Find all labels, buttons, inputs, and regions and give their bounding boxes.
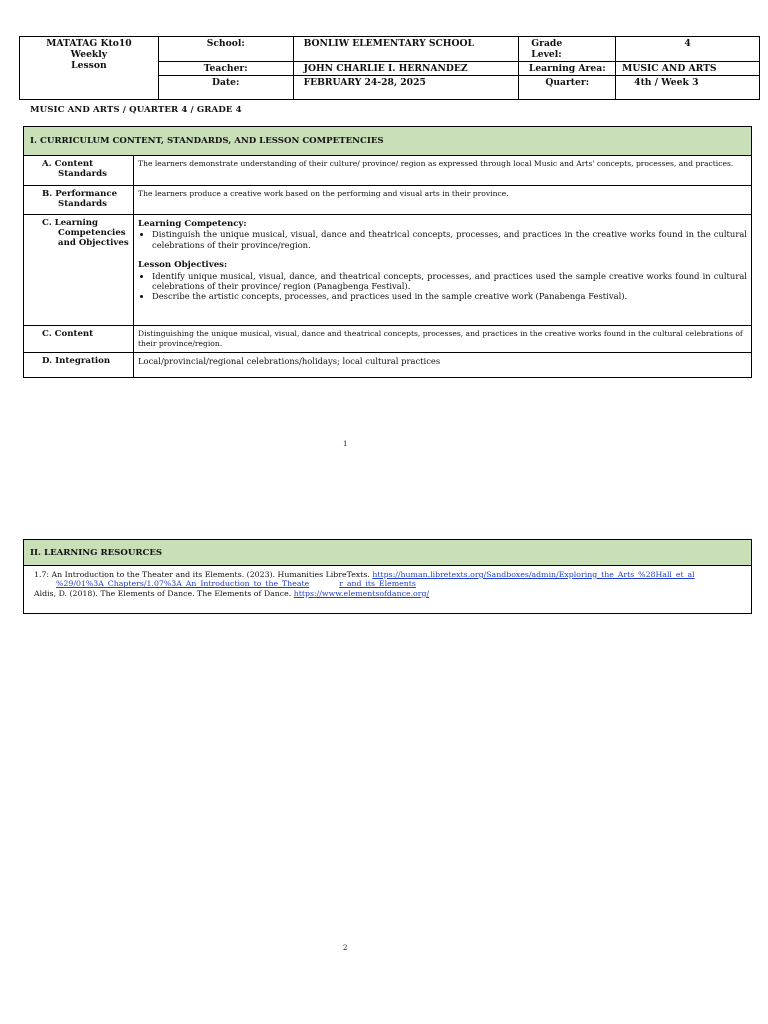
resource-link-continued bbox=[34, 579, 741, 588]
content-standards-text: The learners demonstrate understanding of their culture/ province/ region as expressed through local Music and Arts' concepts, processes, and practices. bbox=[138, 159, 734, 168]
competencies-label-line2: Competencies bbox=[58, 228, 126, 238]
objectives-list bbox=[138, 271, 747, 302]
doc-type-cell bbox=[20, 37, 159, 100]
content-standards-label-line2: Standards bbox=[58, 169, 107, 179]
resource-link[interactable]: https://www.elementsofdance.org/ bbox=[293, 588, 430, 598]
area-value: MUSIC AND ARTS bbox=[616, 62, 760, 76]
grade-value: 4 bbox=[616, 37, 760, 62]
resource-link[interactable]: %29/01%3A_Chapters/1.07%3A_An_Introduction_to_the_Theate bbox=[56, 579, 310, 589]
page-number-1: 1 bbox=[343, 440, 348, 448]
grade-label-line1: Grade bbox=[531, 38, 563, 49]
competencies-content bbox=[134, 215, 751, 325]
integration-row bbox=[24, 353, 751, 377]
school-label: School: bbox=[158, 37, 293, 62]
objective-item: • Describe the artistic concepts, processes, and practices used in the sample creative work (Panabenga Festival). bbox=[152, 291, 747, 301]
competency-list bbox=[138, 229, 747, 250]
content-text: Distinguishing the unique musical, visual, dance and theatrical concepts, processes, and practices in the creative works found in the cultural celebrations of their province/region. bbox=[138, 329, 743, 348]
grade-label bbox=[519, 37, 616, 62]
learning-competency-heading: Learning Competency: bbox=[138, 219, 247, 229]
content-standards-row bbox=[24, 156, 751, 186]
curriculum-section-title: I. CURRICULUM CONTENT, STANDARDS, AND LESSON COMPETENCIES bbox=[24, 127, 751, 156]
area-label: Learning Area: bbox=[519, 62, 616, 76]
competencies-label-line3: and Objectives bbox=[58, 238, 129, 248]
objective-item: • Identify unique musical, visual, dance, and theatrical concepts, processes, and practices used the sample creative works found in cultural celebrations of their province/ region (Panagbenga Festival). bbox=[152, 271, 747, 292]
date-value: FEBRUARY 24-28, 2025 bbox=[293, 76, 519, 100]
resource-citation: 1.7: An Introduction to the Theater and its Elements. (2023). Humanities LibreTexts. bbox=[34, 570, 373, 579]
school-value: BONLIW ELEMENTARY SCHOOL bbox=[293, 37, 519, 62]
resource-item bbox=[34, 589, 741, 598]
lesson-header-table bbox=[19, 36, 760, 100]
document-subtitle: MUSIC AND ARTS / QUARTER 4 / GRADE 4 bbox=[30, 105, 242, 115]
learning-resources-title: II. LEARNING RESOURCES bbox=[24, 540, 751, 566]
lesson-objectives-heading: Lesson Objectives: bbox=[138, 260, 228, 271]
content-row bbox=[24, 326, 751, 353]
performance-standards-row bbox=[24, 186, 751, 215]
resource-link[interactable]: https://human.libretexts.org/Sandboxes/admin/Exploring_the_Arts_%28Hall_et_al bbox=[372, 570, 695, 579]
performance-standards-label-line2: Standards bbox=[58, 199, 107, 209]
competencies-label-line1: C. Learning bbox=[42, 218, 99, 228]
resource-item bbox=[34, 570, 741, 589]
quarter-value: 4th / Week 3 bbox=[616, 76, 760, 100]
learning-resources-section bbox=[23, 539, 752, 614]
quarter-label: Quarter: bbox=[519, 76, 616, 100]
teacher-label: Teacher: bbox=[158, 62, 293, 76]
doc-type-line3: Lesson bbox=[71, 60, 107, 71]
curriculum-section bbox=[23, 126, 752, 378]
resource-citation: Aldis, D. (2018). The Elements of Dance. The Elements of Dance. bbox=[34, 588, 294, 598]
learning-resources-list bbox=[24, 566, 751, 602]
performance-standards-text: The learners produce a creative work based on the performing and visual arts in their province. bbox=[138, 189, 509, 198]
content-standards-label-line1: A. Content bbox=[42, 159, 94, 169]
doc-type-line2: Weekly bbox=[70, 49, 108, 60]
performance-standards-label bbox=[24, 186, 134, 214]
integration-text: Local/provincial/regional celebrations/holidays; local cultural practices bbox=[138, 356, 441, 366]
content-label: C. Content bbox=[24, 326, 134, 352]
competency-item: • Distinguish the unique musical, visual, dance and theatrical concepts, processes, and practices in the creative works found in the cultural celebrations of their province/region. bbox=[152, 229, 747, 250]
page-number-2: 2 bbox=[343, 944, 348, 952]
content-standards-label bbox=[24, 156, 134, 185]
competencies-row bbox=[24, 215, 751, 326]
grade-label-line2: Level: bbox=[531, 49, 562, 60]
date-label: Date: bbox=[158, 76, 293, 100]
integration-label: D. Integration bbox=[24, 353, 134, 377]
doc-type-line1: MATATAG Kto10 bbox=[46, 38, 132, 49]
competencies-label bbox=[24, 215, 134, 325]
resource-link[interactable]: r_and_its_Elements bbox=[339, 579, 416, 589]
teacher-value: JOHN CHARLIE I. HERNANDEZ bbox=[293, 62, 519, 76]
performance-standards-label-line1: B. Performance bbox=[42, 189, 118, 199]
